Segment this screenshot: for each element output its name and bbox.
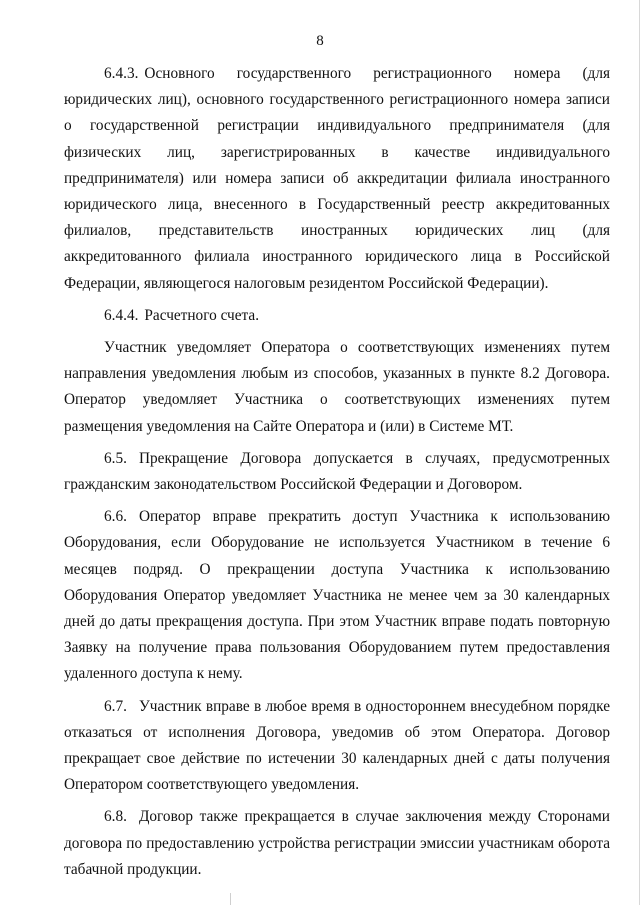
clause-number: 6.5. xyxy=(104,449,127,467)
clause-6-8 xyxy=(64,804,610,883)
clause-number: 6.8. xyxy=(104,808,127,826)
paragraph-text: Участник уведомляет Оператора о соответствующих изменениях путем направления уведомления любым из способов, указанных в пункте 8.2 Договора. Оператор уведомляет Участника о соответствующих изменениях путем размещения уведомления на Сайте Оператора и (или) в Системе МТ. xyxy=(64,339,610,435)
clause-6-7 xyxy=(64,694,610,799)
clause-6-4-3 xyxy=(64,61,610,297)
clause-text: Оператор вправе прекратить доступ Участника к использованию Оборудования, если Оборудование не используется Участником в течение 6 месяцев подряд. О прекращении доступа Участника к использованию Оборудования Оператор уведомляет Участника не менее чем за 30 календарных дней до даты прекращения доступа. При этом Участник вправе подать повторную Заявку на получение права пользования Оборудованием путем предоставления удаленного доступа к нему. xyxy=(64,508,610,683)
clause-6-4-4 xyxy=(64,303,610,329)
clause-text: Основного государственного регистрационного номера (для юридических лиц), основного государственного регистрационного номера записи о государственной регистрации индивидуального предпринимателя (для физических лиц, зарегистрированных в качестве индивидуального предпринимателя) или номера записи об аккредитации филиала иностранного юридического лица, внесенного в Государственный реестр аккредитованных филиалов, представительств иностранных юридических лиц (для аккредитованного филиала иностранного юридического лица в Российской Федерации, являющегося налоговым резидентом Российской Федерации). xyxy=(64,65,610,292)
clause-text: Договор также прекращается в случае заключения между Сторонами договора по предоставлению устройства регистрации эмиссии участникам оборота табачной продукции. xyxy=(64,808,610,878)
clause-number: 6.6. xyxy=(104,508,127,526)
document-body xyxy=(64,61,610,883)
clause-number: 6.7. xyxy=(104,697,127,715)
page-number: 8 xyxy=(316,33,324,49)
scan-mark xyxy=(230,893,231,905)
notification-paragraph xyxy=(64,335,610,440)
clause-number: 6.4.3. xyxy=(104,65,139,82)
clause-text: Участник вправе в любое время в одностороннем внесудебном порядке отказаться от исполнения Договора, уведомив об этом Оператора. Договор прекращает свое действие по истечении 30 календарных дней с даты получения Оператором соответствующего уведомления. xyxy=(64,697,610,794)
clause-text: Расчетного счета. xyxy=(144,306,260,324)
clause-text: Прекращение Договора допускается в случаях, предусмотренных гражданским законодательством Российской Федерации и Договором. xyxy=(64,449,610,494)
clause-6-6 xyxy=(64,504,610,687)
clause-6-5 xyxy=(64,446,610,498)
clause-number: 6.4.4. xyxy=(104,306,139,324)
